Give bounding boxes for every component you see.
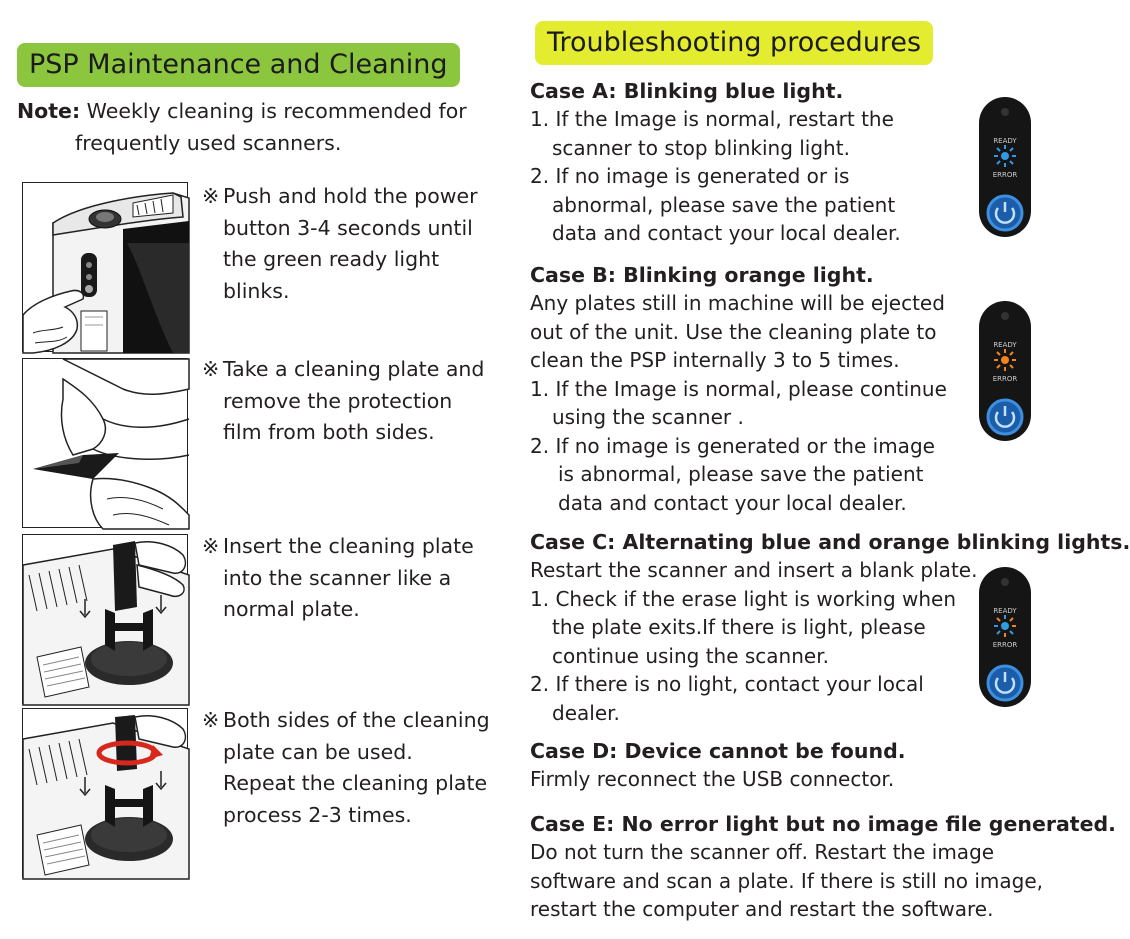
- step2-image: [22, 358, 188, 528]
- case-c: [530, 528, 1130, 727]
- step-mark: ※: [202, 184, 220, 208]
- case-d: [530, 737, 1055, 794]
- case-c-line: the plate exits.If there is light, please: [552, 615, 926, 639]
- case-c-line: Restart the scanner and insert a blank plate.: [530, 558, 978, 582]
- step4-line1: Both sides of the cleaning: [223, 708, 490, 732]
- case-b-line: data and contact your local dealer.: [558, 490, 907, 515]
- case-a-line: 2. If no image is generated or is: [530, 164, 850, 188]
- case-e-line: software and scan a plate. If there is still no image,: [530, 868, 1044, 893]
- step1-line1: Push and hold the power: [223, 184, 478, 208]
- step1-line2: button 3-4 seconds until: [223, 215, 473, 240]
- device-orange-blink: [978, 300, 1032, 446]
- step4-image: [22, 708, 188, 878]
- step-mark: ※: [202, 534, 220, 558]
- step2-text: [202, 354, 502, 449]
- step-mark: ※: [202, 357, 220, 381]
- step3-line3: normal plate.: [223, 597, 360, 621]
- case-e: [530, 810, 1116, 924]
- case-b-line: 1. If the Image is normal, please continue: [530, 376, 947, 401]
- ready-label: READY: [993, 137, 1017, 145]
- step2-line3: film from both sides.: [223, 420, 435, 444]
- note-line1: Weekly cleaning is recommended for: [80, 99, 467, 123]
- case-b-line: using the scanner .: [552, 405, 744, 429]
- step1-image: [22, 182, 188, 352]
- step4-text: [202, 705, 502, 831]
- left-heading: PSP Maintenance and Cleaning: [17, 43, 460, 87]
- error-label: ERROR: [992, 375, 1018, 383]
- case-e-title: Case E: No error light but no image file generated.: [530, 812, 1116, 836]
- step3-image: [22, 534, 188, 704]
- note: [17, 95, 467, 159]
- note-label: Note:: [17, 99, 81, 123]
- case-b: [530, 261, 1055, 517]
- case-b-line: is abnormal, please save the patient: [558, 462, 924, 486]
- step1-line3: the green ready light blinks.: [223, 247, 440, 303]
- case-a-title: Case A: Blinking blue light.: [530, 79, 844, 103]
- case-a: [530, 77, 1055, 248]
- ready-label: READY: [993, 341, 1017, 349]
- case-c-line: 2. If there is no light, contact your local: [530, 672, 924, 696]
- step3-line1: Insert the cleaning plate: [223, 534, 474, 558]
- device-alternating-blink: [978, 566, 1032, 712]
- case-a-line: scanner to stop blinking light.: [552, 135, 850, 160]
- case-a-line: data and contact your local dealer.: [552, 221, 901, 245]
- case-a-line: 1. If the Image is normal, restart the: [530, 107, 894, 131]
- case-e-line: restart the computer and restart the software.: [530, 897, 994, 921]
- case-b-line: 2. If no image is generated or the image: [530, 433, 935, 458]
- note-line2: frequently used scanners.: [75, 131, 342, 155]
- step4-line4: process 2-3 times.: [223, 802, 412, 827]
- case-d-line: Firmly reconnect the USB connector.: [530, 767, 895, 791]
- error-label: ERROR: [992, 641, 1018, 649]
- case-e-line: Do not turn the scanner off. Restart the image: [530, 840, 995, 864]
- error-label: ERROR: [992, 171, 1018, 179]
- step3-text: [202, 531, 502, 626]
- case-b-line: Any plates still in machine will be ejected: [530, 291, 945, 315]
- case-b-title: Case B: Blinking orange light.: [530, 263, 874, 287]
- right-heading: Troubleshooting procedures: [535, 21, 933, 65]
- step2-line1: Take a cleaning plate and: [223, 357, 485, 381]
- device-blue-blink: [978, 96, 1032, 242]
- step1-text: [202, 181, 502, 307]
- case-c-line: 1. Check if the erase light is working when: [530, 586, 957, 611]
- step-mark: ※: [202, 708, 220, 732]
- ready-label: READY: [993, 607, 1017, 615]
- step4-line2: plate can be used.: [223, 739, 413, 764]
- step2-line2: remove the protection: [223, 388, 453, 413]
- case-b-line: clean the PSP internally 3 to 5 times.: [530, 348, 900, 372]
- case-a-line: abnormal, please save the patient: [552, 192, 896, 217]
- case-c-line: dealer.: [552, 700, 620, 725]
- case-d-title: Case D: Device cannot be found.: [530, 739, 906, 763]
- case-b-line: out of the unit. Use the cleaning plate to: [530, 319, 937, 344]
- step3-line2: into the scanner like a: [223, 565, 452, 590]
- case-c-title: Case C: Alternating blue and orange blinking lights.: [530, 530, 1130, 554]
- step4-line3: Repeat the cleaning plate: [223, 771, 488, 795]
- case-c-line: continue using the scanner.: [552, 643, 829, 668]
